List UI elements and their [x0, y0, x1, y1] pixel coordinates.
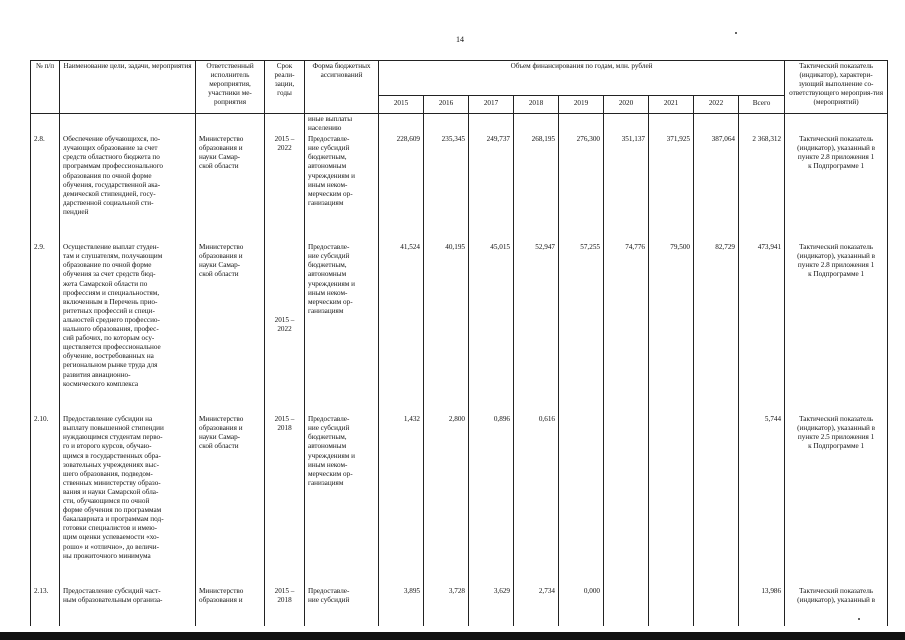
row-total: 473,941: [739, 242, 785, 414]
row-indicator: Тактический показатель (индикатор), указанный в пункте 2.8 приложения 1 к Подпрограмме 1: [785, 242, 888, 414]
row-value: 351,137: [604, 134, 649, 242]
row-value: 0,896: [469, 414, 514, 586]
row-value: 268,195: [514, 134, 559, 242]
row-value: 82,729: [694, 242, 739, 414]
row-value: 228,609: [379, 134, 424, 242]
table-row-continuation: [31, 114, 888, 135]
header-name: Наименование цели, задачи, мероприятия: [60, 61, 196, 114]
header-indicator: Тактический показатель (индикатор), характери-зующий выполнение со-ответствующего мероприя-тия (мероприятий): [785, 61, 888, 114]
row-value: 371,925: [649, 134, 694, 242]
table-row: [31, 586, 888, 626]
funding-table: [30, 60, 888, 626]
row-value: 0,000: [559, 586, 604, 626]
header-form: Форма бюджетных ассигнований: [305, 61, 379, 114]
row-term: 2015 – 2018: [265, 414, 305, 586]
row-term: 2015 – 2022: [265, 134, 305, 242]
row-value: 52,947: [514, 242, 559, 414]
row-value: 45,015: [469, 242, 514, 414]
row-form: Предоставле- ние субсидий бюджетным, автономным учреждениям и иным неком- мерческим ор- ганизациям: [305, 242, 379, 414]
row-value: 74,776: [604, 242, 649, 414]
header-term: Срок реали-зации, годы: [265, 61, 305, 114]
header-year: 2021: [649, 96, 694, 114]
row-num: 2.9.: [31, 242, 60, 414]
table-row: [31, 414, 888, 586]
header-year: 2016: [424, 96, 469, 114]
row-form: Предоставле- ние субсидий: [305, 586, 379, 626]
row-value: 3,629: [469, 586, 514, 626]
row-value: [649, 414, 694, 586]
row-value: 79,500: [649, 242, 694, 414]
row-value: 276,300: [559, 134, 604, 242]
row-value: 235,345: [424, 134, 469, 242]
row-value: [694, 586, 739, 626]
continuation-text: иные выплаты населению: [305, 114, 379, 135]
header-year: 2019: [559, 96, 604, 114]
header-year: 2015: [379, 96, 424, 114]
row-value: 41,524: [379, 242, 424, 414]
row-value: 3,728: [424, 586, 469, 626]
row-form: Предоставле- ние субсидий бюджетным, автономным учреждениям и иным неком- мерческим ор- ганизациям: [305, 134, 379, 242]
row-responsible: Министерство образования и: [196, 586, 265, 626]
row-indicator: Тактический показатель (индикатор), указанный в пункте 2.8 приложения 1 к Подпрограмме 1: [785, 134, 888, 242]
row-value: 0,616: [514, 414, 559, 586]
header-year: 2022: [694, 96, 739, 114]
row-value: 387,064: [694, 134, 739, 242]
header-responsible: Ответственный исполнитель мероприятия, участники ме-роприятия: [196, 61, 265, 114]
row-num: 2.10.: [31, 414, 60, 586]
header-num: № п/п: [31, 61, 60, 114]
row-term: 2015 – 2022: [265, 242, 305, 414]
row-value: [604, 586, 649, 626]
header-funding: Объем финансирования по годам, млн. рублей: [379, 61, 785, 96]
row-value: 57,255: [559, 242, 604, 414]
row-value: [559, 414, 604, 586]
row-num: 2.13.: [31, 586, 60, 626]
row-name: Предоставление субсидий част- ным образовательным организа-: [60, 586, 196, 626]
row-value: 3,895: [379, 586, 424, 626]
header-year: 2017: [469, 96, 514, 114]
row-total: 13,986: [739, 586, 785, 626]
row-form: Предоставле- ние субсидий бюджетным, автономным учреждениям и иным неком- мерческим ор- ганизациям: [305, 414, 379, 586]
row-name: Предоставление субсидии на выплату повышенной стипендии нуждающимся студентам перво- го и второго курсов, обучаю- щимся в государственных обра- зовательных учреждениях выс- шего образования, подведом- ственных министерству образо- вания и науки Самарской обла- сти, обучающимся по очной форме обучения по программам бакалавриата и программам под- готовки специалистов и имею- щим оценки успеваемости «хо- рошо» и «отлично», до величи- ны прожиточного минимума: [60, 414, 196, 586]
row-value: 1,432: [379, 414, 424, 586]
row-total: 2 368,312: [739, 134, 785, 242]
header-year: 2018: [514, 96, 559, 114]
row-value: 2,800: [424, 414, 469, 586]
row-responsible: Министерство образования и науки Самар- ской области: [196, 134, 265, 242]
row-indicator: Тактический показатель (индикатор), указанный в пункте 2.5 приложения 1 к Подпрограмме 1: [785, 414, 888, 586]
row-indicator: Тактический показатель (индикатор), указанный в: [785, 586, 888, 626]
row-value: [604, 414, 649, 586]
row-value: 249,737: [469, 134, 514, 242]
row-responsible: Министерство образования и науки Самар- ской области: [196, 414, 265, 586]
scan-speck: [735, 32, 737, 34]
header-year: 2020: [604, 96, 649, 114]
row-name: Осуществление выплат студен- там и слушателям, получающим образование по очной форме обучения за счет средств бюд- жета Самарской области по профессиям и специальностям, включенным в Перечень прио- ритетных профессий и специ- альностей среднего профессио- нального образования, профес- сий рабочих, по которым осу- ществляется профессиональное обучение, востребованных на региональном рынке труда для развития авиационно- космического комплекса: [60, 242, 196, 414]
row-term: 2015 – 2018: [265, 586, 305, 626]
row-total: 5,744: [739, 414, 785, 586]
scan-bottom-edge: [0, 632, 905, 640]
row-value: 40,195: [424, 242, 469, 414]
header-total: Всего: [739, 96, 785, 114]
row-num: 2.8.: [31, 134, 60, 242]
row-value: [649, 586, 694, 626]
row-value: [694, 414, 739, 586]
table-row: [31, 134, 888, 242]
row-value: 2,734: [514, 586, 559, 626]
page-number: 14: [456, 35, 464, 44]
row-responsible: Министерство образования и науки Самар- ской области: [196, 242, 265, 414]
table-row: [31, 242, 888, 414]
row-name: Обеспечение обучающихся, по- лучающих образование за счет средств областного бюджета по программам профессионального образования по очной форме обучения, государственной ака- демической стипендией, госу- дарственной социальной сти- пендией: [60, 134, 196, 242]
